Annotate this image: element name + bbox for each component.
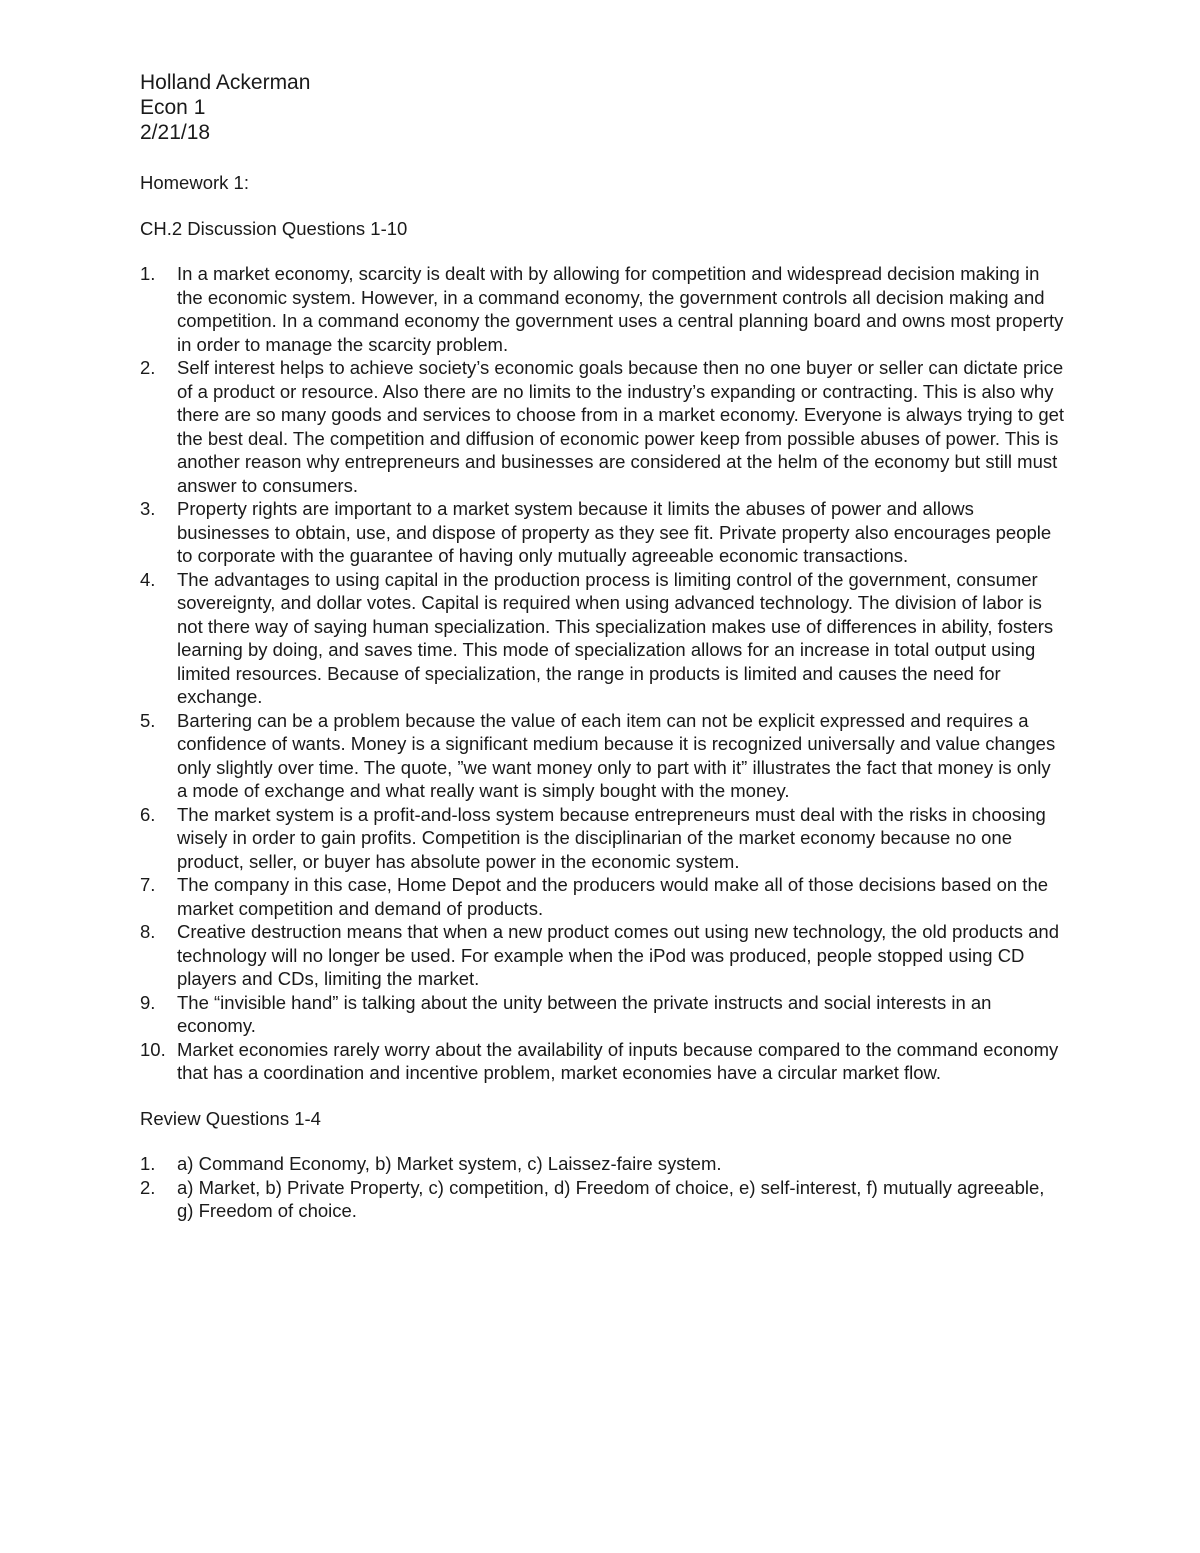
- item-number: 5.: [140, 709, 156, 731]
- list-item: [140, 262, 1065, 356]
- list-item: [140, 356, 1065, 497]
- item-number: 7.: [140, 874, 156, 895]
- list-item: [140, 1152, 1065, 1176]
- assignment-date: 2/21/18: [140, 121, 211, 144]
- item-number: 1.: [140, 1153, 156, 1174]
- item-number: 9.: [140, 991, 156, 1013]
- item-text: In a market economy, scarcity is dealt with by allowing for competition and widespread decision making in the economic system. However, in a command economy, the government controls all decision making and competition. In a command economy the government uses a central planning board and owns most property in order to manage the scarcity problem.: [177, 263, 1064, 355]
- course-name: Econ 1: [140, 96, 206, 119]
- item-text: The company in this case, Home Depot and the producers would make all of those decisions based on the market competition and demand of products.: [177, 874, 1049, 919]
- item-text: Creative destruction means that when a new product comes out using new technology, the old products and technology will no longer be used. For example when the iPod was produced, people stopped using CD players and CDs, limiting the market.: [177, 921, 1060, 989]
- list-item: [140, 1038, 1065, 1085]
- list-item: [140, 920, 1065, 991]
- review-answer-list: [140, 1152, 1065, 1223]
- item-number: 8.: [140, 921, 156, 942]
- discussion-section-title: CH.2 Discussion Questions 1-10: [140, 217, 408, 239]
- item-text: The “invisible hand” is talking about the unity between the private instructs and social interests in an economy.: [177, 991, 992, 1036]
- student-name: Holland Ackerman: [140, 71, 311, 94]
- list-item: [140, 709, 1065, 803]
- item-number: 10.: [140, 1038, 166, 1060]
- item-text: The advantages to using capital in the production process is limiting control of the government, consumer sovereignty, and dollar votes. Capital is required when using advanced technology. The division of labor is not there way of saying human specialization. This specialization makes use of differences in ability, fosters learning by doing, and saves time. This mode of specialization allows for an increase in total output using limited resources. Because of specialization, the range in products is limited and causes the need for exchange.: [177, 568, 1054, 707]
- item-text: Market economies rarely worry about the availability of inputs because compared to the command economy that has a coordination and incentive problem, market economies have a circular market flow.: [177, 1038, 1059, 1083]
- homework-title: Homework 1:: [140, 172, 249, 193]
- item-text: Self interest helps to achieve society’s economic goals because then no one buyer or seller can dictate price of a product or resource. Also there are no limits to the industry’s expanding or contracting. This is also why there are so many goods and services to choose from in a market economy. Everyone is always trying to get the best deal. The competition and diffusion of economic power keep from possible abuses of power. This is another reason why entrepreneurs and businesses are considered at the helm of the economy but still must answer to consumers.: [177, 357, 1065, 496]
- list-item: [140, 803, 1065, 874]
- item-text: a) Market, b) Private Property, c) competition, d) Freedom of choice, e) self-interest, f) mutually agreeable, g) Freedom of choice.: [177, 1176, 1045, 1221]
- item-number: 6.: [140, 803, 156, 825]
- item-number: 2.: [140, 1176, 156, 1198]
- review-section-title: Review Questions 1-4: [140, 1107, 321, 1129]
- item-number: 4.: [140, 568, 156, 590]
- document-page: [140, 70, 1065, 1223]
- discussion-answer-list: [140, 262, 1065, 1085]
- item-text: Property rights are important to a market system because it limits the abuses of power and allows businesses to obtain, use, and dispose of property as they see fit. Private property also encourages people to corporate with the guarantee of having only mutually agreeable economic transactions.: [177, 498, 1052, 566]
- list-item: [140, 991, 1065, 1038]
- item-number: 2.: [140, 357, 156, 378]
- item-text: Bartering can be a problem because the value of each item can not be explicit expressed and requires a confidence of wants. Money is a significant medium because it is recognized universally and value changes only slightly over time. The quote, ”we want money only to part with it” illustrates the fact that money is only a mode of exchange and what really want is simply bought with the money.: [177, 709, 1056, 801]
- item-number: 1.: [140, 263, 156, 284]
- list-item: [140, 1176, 1065, 1223]
- item-text: a) Command Economy, b) Market system, c) Laissez-faire system.: [177, 1153, 722, 1174]
- item-number: 3.: [140, 498, 156, 519]
- list-item: [140, 568, 1065, 709]
- list-item: [140, 497, 1065, 568]
- item-text: The market system is a profit-and-loss system because entrepreneurs must deal with the risks in choosing wisely in order to gain profits. Competition is the disciplinarian of the market economy because no one product, seller, or buyer has absolute power in the economic system.: [177, 803, 1046, 872]
- list-item: [140, 873, 1065, 920]
